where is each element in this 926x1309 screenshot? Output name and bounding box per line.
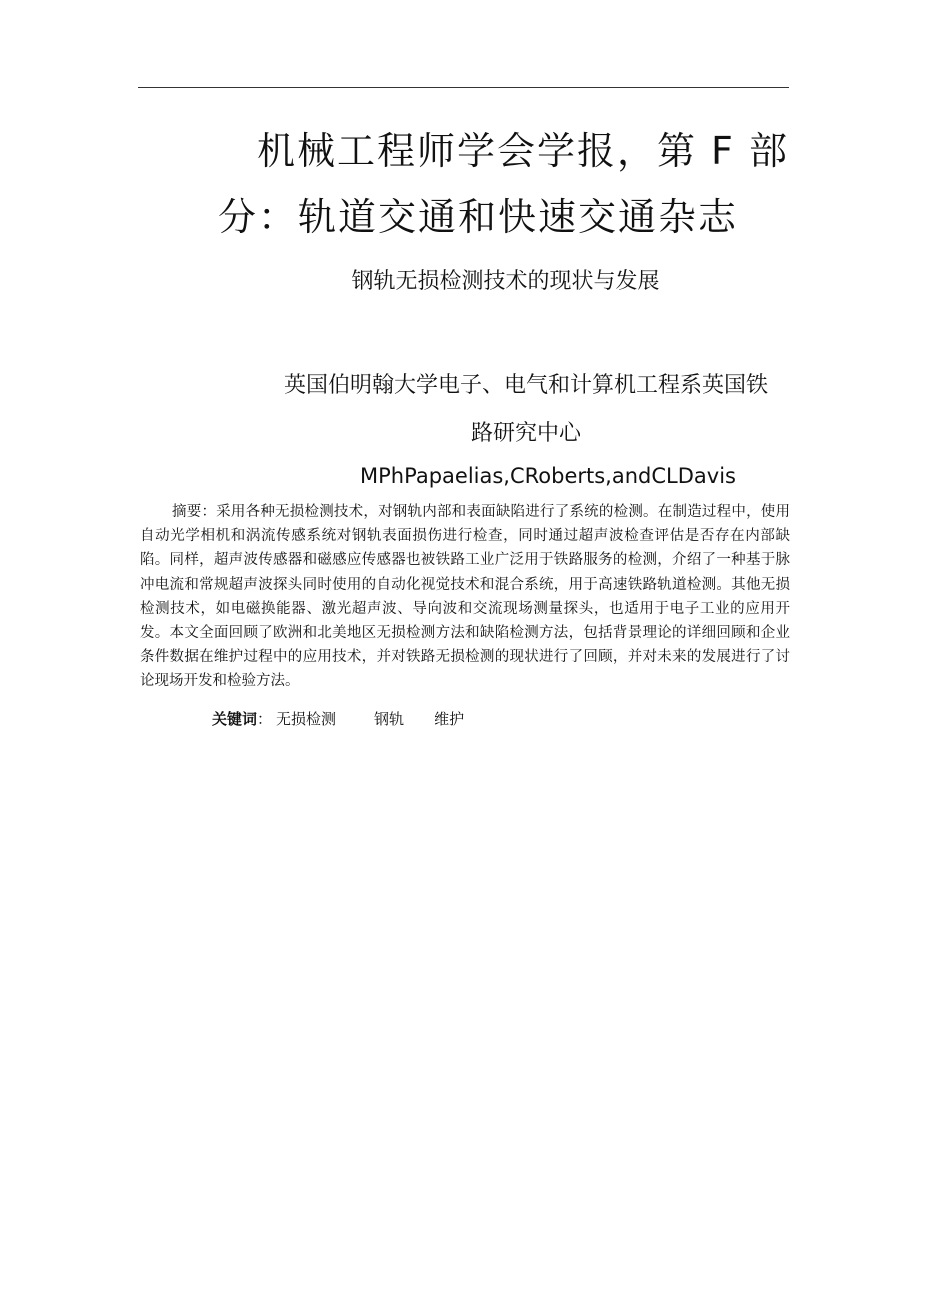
- keywords-label: 关键词: [212, 710, 258, 728]
- author-affiliation: [138, 362, 914, 458]
- abstract-text: 采用各种无损检测技术，对钢轨内部和表面缺陷进行了系统的检测。在制造过程中，使用自动光学相机和涡流传感系统对钢轨表面损伤进行检查，同时通过超声波检查评估是否存在内部缺陷。同样，超声波传感器和磁感应传感器也被铁路工业广泛用于铁路服务的检测，介绍了一种基于脉冲电流和常规超声波探头同时使用的自动化视觉技术和混合系统，用于高速铁路轨道检测。其他无损检测技术，如电磁换能器、激光超声波、导向波和交流现场测量探头，也适用于电子工业的应用开发。本文全面回顾了欧洲和北美地区无损检测方法和缺陷检测方法，包括背景理论的详细回顾和企业条件数据在维护过程中的应用技术，并对铁路无损检测的现状进行了回顾，并对未来的发展进行了讨论现场开发和检验方法。: [140, 504, 791, 690]
- keyword-item: 无损检测: [276, 710, 337, 728]
- abstract-label: 摘要：: [172, 504, 217, 520]
- header-rule: [138, 87, 789, 88]
- paper-title: 钢轨无损检测技术的现状与发展: [351, 269, 660, 294]
- journal-title: [138, 118, 789, 250]
- keyword-item: 维护: [434, 710, 465, 728]
- keywords: [212, 706, 464, 732]
- abstract: [140, 500, 790, 694]
- keyword-item: 钢轨: [374, 710, 405, 728]
- affiliation-line-2: 路研究中心: [470, 421, 581, 446]
- keywords-separator: ：: [257, 710, 273, 728]
- author-names: MPhPapaelias,CRoberts,andCLDavis: [360, 464, 736, 488]
- journal-title-line-2: 分：轨道交通和快速交通杂志: [218, 195, 739, 239]
- journal-title-line-1: 机械工程师学会学报，第 F 部: [256, 129, 789, 173]
- affiliation-line-1: 英国伯明翰大学电子、电气和计算机工程系英国铁: [283, 373, 768, 398]
